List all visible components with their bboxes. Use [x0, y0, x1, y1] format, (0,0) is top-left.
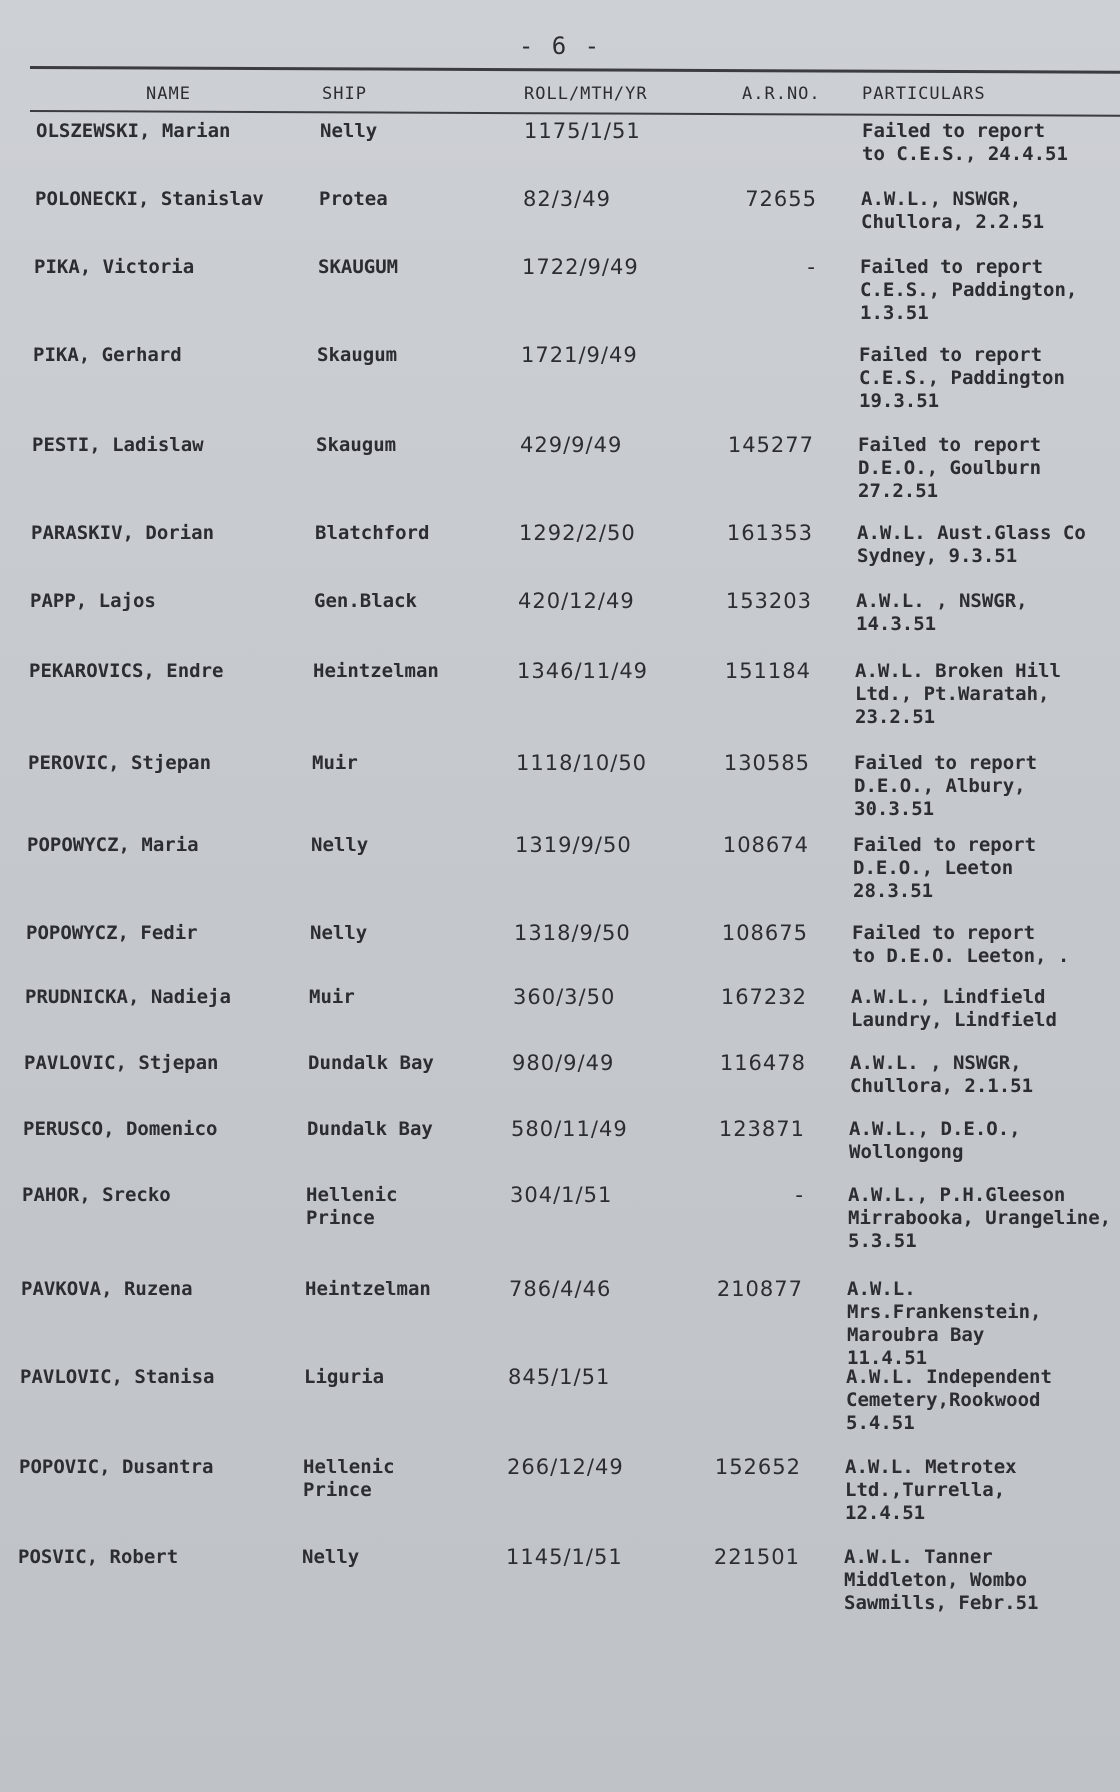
roll-cell: 845/1/51 [508, 1365, 611, 1389]
name-cell: PIKA, Gerhard [33, 344, 182, 366]
particulars-cell: A.W.L. Broken Hill Ltd., Pt.Waratah, 23.2.51 [855, 660, 1061, 728]
roll-cell: 1318/9/50 [514, 921, 631, 945]
roll-cell: 1175/1/51 [524, 119, 641, 143]
table-row [0, 1277, 1120, 1369]
name-cell: PAHOR, Srecko [22, 1184, 171, 1206]
name-cell: PEROVIC, Stjepan [28, 752, 212, 774]
name-cell: OLSZEWSKI, Marian [36, 120, 231, 142]
roll-cell: 1145/1/51 [506, 1545, 623, 1569]
ship-cell: Blatchford [315, 522, 430, 544]
particulars-cell: Failed to report C.E.S., Paddington, 1.3.51 [860, 256, 1078, 324]
name-cell: POPOVIC, Dusantra [19, 1456, 214, 1478]
particulars-cell: Failed to report to D.E.O. Leeton, . [852, 922, 1070, 967]
table-row [0, 660, 1120, 740]
column-header-name: NAME [146, 84, 191, 104]
ship-cell: Heintzelman [305, 1278, 431, 1300]
table-row [0, 256, 1120, 336]
column-header-roll: ROLL/MTH/YR [524, 84, 648, 104]
ar-no-cell: 152652 [714, 1455, 801, 1479]
roll-cell: 1118/10/50 [516, 751, 648, 775]
table-row [0, 344, 1120, 424]
roll-cell: 980/9/49 [512, 1051, 615, 1075]
name-cell: PESTI, Ladislaw [32, 434, 204, 456]
ar-no-cell: 167232 [720, 985, 807, 1009]
ship-cell: Muir [312, 752, 358, 774]
ar-no-cell: 116478 [719, 1051, 806, 1075]
page-number: - 6 - [518, 32, 602, 60]
particulars-cell: A.W.L. Aust.Glass Co Sydney, 9.3.51 [857, 522, 1086, 567]
name-cell: PIKA, Victoria [34, 256, 195, 278]
particulars-cell: A.W.L. Independent Cemetery,Rookwood 5.4.51 [846, 1366, 1052, 1434]
ship-cell: Hellenic Prince [303, 1456, 395, 1501]
particulars-cell: A.W.L., NSWGR, Chullora, 2.2.51 [861, 188, 1045, 233]
roll-cell: 580/11/49 [511, 1117, 628, 1141]
name-cell: POLONECKI, Stanislav [35, 188, 264, 210]
ar-no-cell: 145277 [727, 433, 814, 457]
ship-cell: Dundalk Bay [307, 1118, 433, 1140]
table-row [0, 1184, 1120, 1264]
name-cell: PAVLOVIC, Stjepan [24, 1052, 219, 1074]
ship-cell: Dundalk Bay [308, 1052, 434, 1074]
roll-cell: 360/3/50 [513, 985, 616, 1009]
ship-cell: Nelly [302, 1546, 360, 1568]
ship-cell: Nelly [311, 834, 369, 856]
roll-cell: 1346/11/49 [517, 659, 649, 683]
ship-cell: Gen.Black [314, 590, 417, 612]
roll-cell: 1721/9/49 [521, 343, 638, 367]
ship-cell: Nelly [320, 120, 378, 142]
table-row [0, 434, 1120, 514]
roll-cell: 420/12/49 [518, 589, 635, 613]
ar-no-cell: 151184 [724, 659, 811, 683]
particulars-cell: A.W.L. , NSWGR, 14.3.51 [856, 590, 1028, 635]
roll-cell: 786/4/46 [509, 1277, 612, 1301]
ar-no-cell: 130585 [723, 751, 810, 775]
name-cell: PERUSCO, Domenico [23, 1118, 218, 1140]
column-header-ship: SHIP [322, 84, 367, 104]
ar-no-cell: 108675 [721, 921, 808, 945]
particulars-cell: Failed to report D.E.O., Leeton 28.3.51 [853, 834, 1037, 902]
ar-no-cell: - [795, 1183, 804, 1207]
particulars-cell: A.W.L. Metrotex Ltd.,Turrella, 12.4.51 [845, 1456, 1017, 1524]
particulars-cell: A.W.L., D.E.O., Wollongong [849, 1118, 1021, 1163]
ship-cell: Skaugum [316, 434, 397, 456]
ship-cell: Nelly [310, 922, 368, 944]
ar-no-cell: 153203 [725, 589, 812, 613]
particulars-cell: Failed to report to C.E.S., 24.4.51 [862, 120, 1068, 165]
name-cell: PARASKIV, Dorian [31, 522, 215, 544]
name-cell: PAVLOVIC, Stanisa [20, 1366, 215, 1388]
ar-no-cell: 210877 [716, 1277, 803, 1301]
name-cell: POPOWYCZ, Maria [27, 834, 199, 856]
roll-cell: 1722/9/49 [522, 255, 639, 279]
particulars-cell: A.W.L. Tanner Middleton, Wombo Sawmills, Febr.51 [844, 1546, 1039, 1614]
ship-cell: Liguria [304, 1366, 385, 1388]
name-cell: POPOWYCZ, Fedir [26, 922, 198, 944]
particulars-cell: Failed to report D.E.O., Albury, 30.3.51 [854, 752, 1038, 820]
table-row [0, 1546, 1120, 1626]
roll-cell: 304/1/51 [510, 1183, 613, 1207]
name-cell: PEKAROVICS, Endre [29, 660, 224, 682]
ar-no-cell: - [807, 255, 816, 279]
name-cell: PRUDNICKA, Nadieja [25, 986, 231, 1008]
column-header-ar-no: A.R.NO. [742, 84, 821, 104]
name-cell: PAPP, Lajos [30, 590, 156, 612]
roll-cell: 266/12/49 [507, 1455, 624, 1479]
ar-no-cell: 123871 [718, 1117, 805, 1141]
roll-cell: 82/3/49 [523, 187, 611, 211]
particulars-cell: Failed to report D.E.O., Goulburn 27.2.51 [858, 434, 1042, 502]
roll-cell: 429/9/49 [520, 433, 623, 457]
ship-cell: Hellenic Prince [306, 1184, 398, 1229]
particulars-cell: A.W.L., P.H.Gleeson Mirrabooka, Urangeline, 5.3.51 [848, 1184, 1112, 1252]
table-row [0, 1366, 1120, 1446]
table-row [0, 752, 1120, 832]
ar-no-cell: 108674 [722, 833, 809, 857]
header-top-rule [30, 66, 1120, 74]
roll-cell: 1319/9/50 [515, 833, 632, 857]
particulars-cell: A.W.L. Mrs.Frankenstein, Maroubra Bay 11.4.51 [847, 1278, 1042, 1369]
table-row [0, 834, 1120, 914]
roll-cell: 1292/2/50 [519, 521, 636, 545]
ship-cell: Muir [309, 986, 355, 1008]
table-row [0, 1456, 1120, 1536]
ship-cell: SKAUGUM [318, 256, 399, 278]
particulars-cell: A.W.L., Lindfield Laundry, Lindfield [851, 986, 1057, 1031]
table-row [0, 590, 1120, 670]
name-cell: POSVIC, Robert [18, 1546, 179, 1568]
ar-no-cell: 161353 [726, 521, 813, 545]
ship-cell: Protea [319, 188, 388, 210]
particulars-cell: Failed to report C.E.S., Paddington 19.3.51 [859, 344, 1065, 412]
particulars-cell: A.W.L. , NSWGR, Chullora, 2.1.51 [850, 1052, 1034, 1097]
ship-cell: Skaugum [317, 344, 398, 366]
ship-cell: Heintzelman [313, 660, 439, 682]
name-cell: PAVKOVA, Ruzena [21, 1278, 193, 1300]
ar-no-cell: 72655 [745, 187, 817, 211]
ar-no-cell: 221501 [713, 1545, 800, 1569]
header-bottom-rule [30, 110, 1120, 117]
column-header-particulars: PARTICULARS [862, 84, 986, 104]
